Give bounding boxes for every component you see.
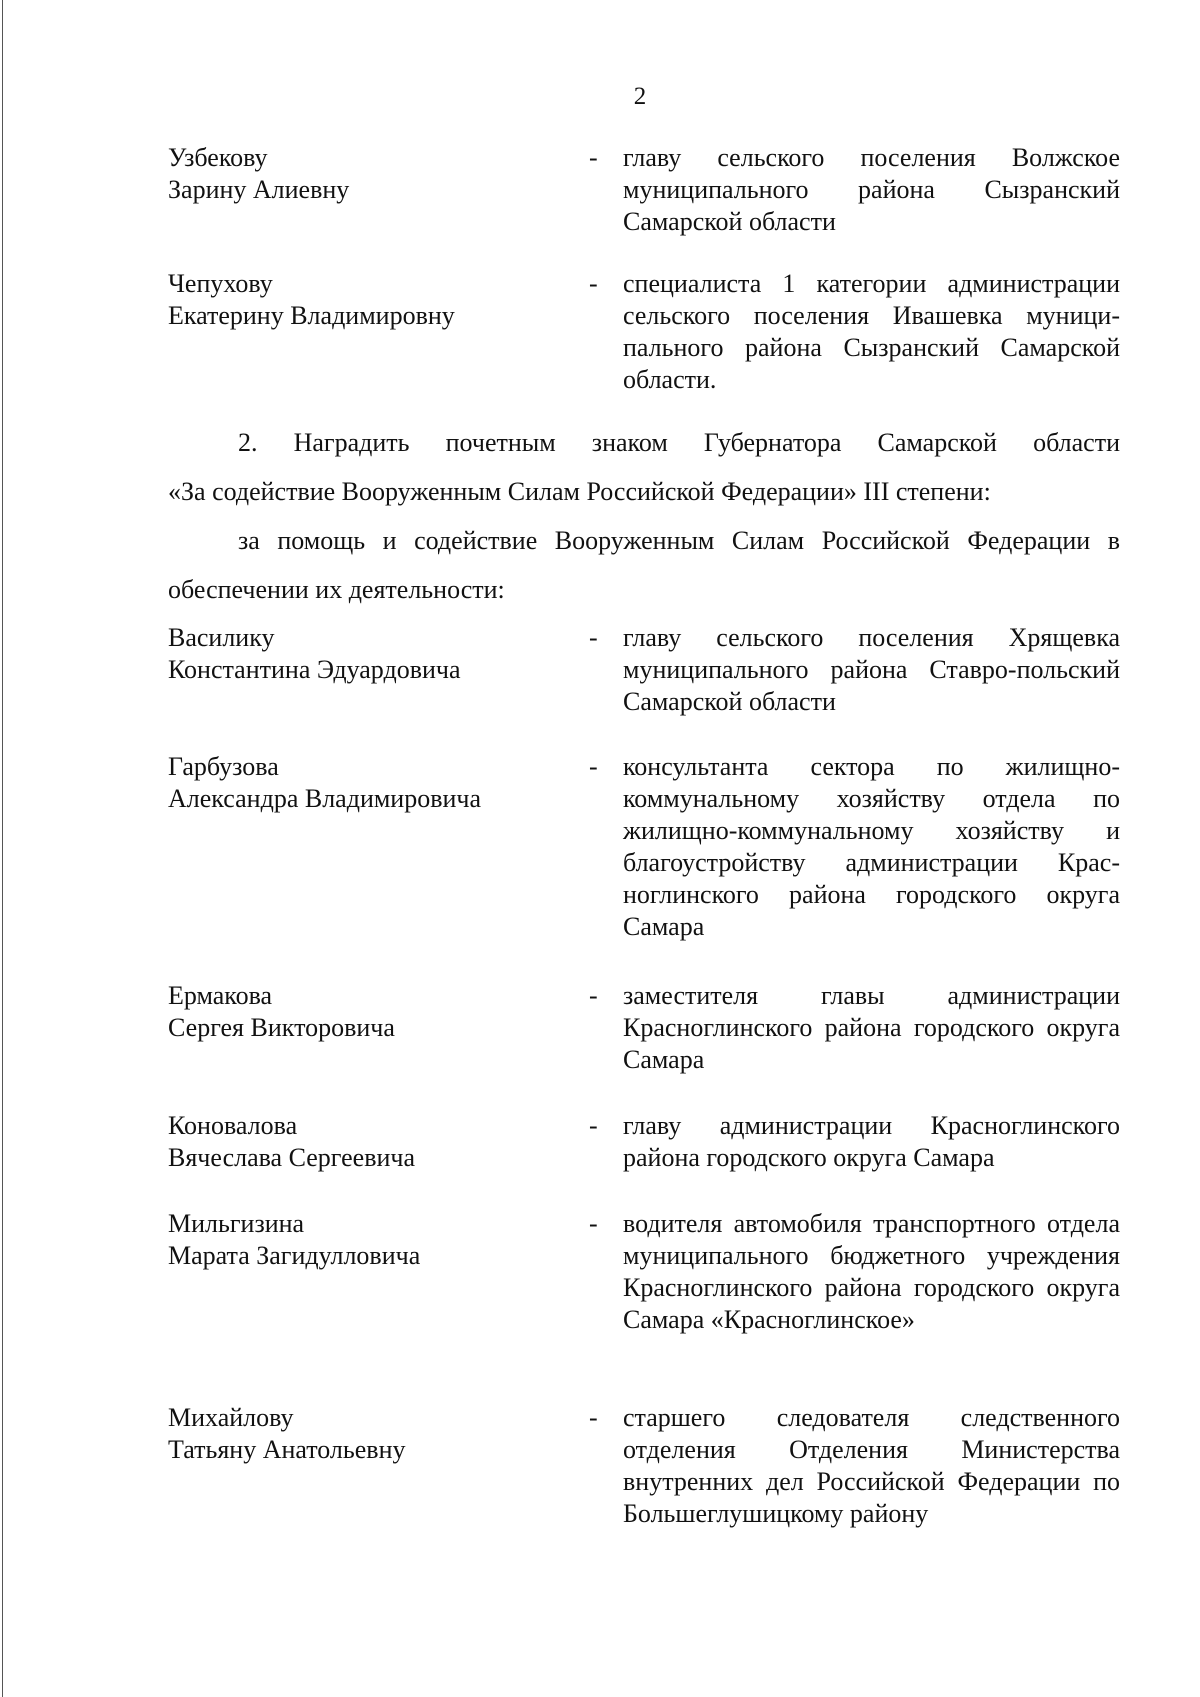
recipient-name (168, 751, 568, 815)
recipient-surname: Чепухову (168, 269, 273, 298)
section-2-reason-continued: обеспечении их деятельности: (168, 575, 505, 604)
recipient-name (168, 268, 568, 332)
recipient-given-names: Марата Загидулловича (168, 1241, 421, 1270)
recipient-position: заместителя главы администрации Красноглинского района городского округа Самара (623, 981, 1120, 1074)
recipient-name (168, 980, 568, 1044)
recipient-position: главу администрации Красноглинского района городского округа Самара (623, 1111, 1120, 1172)
section-2-heading: 2. Наградить почетным знаком Губернатора Самарской области (238, 428, 1120, 457)
recipient-surname: Узбекову (168, 143, 268, 172)
recipient-given-names: Константина Эдуардовича (168, 655, 461, 684)
recipient-surname: Михайлову (168, 1403, 294, 1432)
recipient-given-names: Екатерину Владимировну (168, 301, 455, 330)
separator-dash: - (589, 1209, 598, 1238)
recipient-name (168, 622, 568, 686)
recipient-given-names: Сергея Викторовича (168, 1013, 395, 1042)
recipient-given-names: Зарину Алиевну (168, 175, 350, 204)
recipient-given-names: Татьяну Анатольевну (168, 1435, 406, 1464)
recipient-name (168, 142, 568, 206)
recipient-surname: Мильгизина (168, 1209, 305, 1238)
recipient-position: старшего следователя следственного отделения Отделения Министерства внутренних дел Российской Федерации по Большеглушицкому району (623, 1403, 1120, 1528)
separator-dash: - (589, 1111, 598, 1140)
separator-dash: - (589, 981, 598, 1010)
recipient-position: главу сельского поселения Волжское муниципального района Сызранский Самарской области (623, 143, 1120, 236)
page-number: 2 (633, 83, 647, 110)
separator-dash: - (589, 143, 598, 172)
recipient-surname: Гарбузова (168, 752, 279, 781)
recipient-position: консультанта сектора по жилищно-коммунальному хозяйству отдела по жилищно-коммунальному хозяйству и благоустройству администрации Крас-ноглинского района городского округа Самара (623, 752, 1120, 941)
separator-dash: - (589, 752, 598, 781)
recipient-surname: Ермакова (168, 981, 273, 1010)
recipient-given-names: Вячеслава Сергеевича (168, 1143, 415, 1172)
recipient-position: главу сельского поселения Хрящевка муниципального района Ставро-польский Самарской области (623, 623, 1120, 716)
recipient-given-names: Александра Владимировича (168, 784, 482, 813)
separator-dash: - (589, 1403, 598, 1432)
recipient-position: специалиста 1 категории администрации сельского поселения Ивашевка муници-пального района Сызранский Самарской области. (623, 269, 1120, 394)
separator-dash: - (589, 623, 598, 652)
section-2-award-name: «За содействие Вооруженным Силам Российской Федерации» III степени: (168, 477, 991, 506)
separator-dash: - (589, 269, 598, 298)
recipient-name (168, 1402, 568, 1466)
recipient-surname: Коновалова (168, 1111, 298, 1140)
page-left-edge (2, 0, 3, 1697)
recipient-name (168, 1110, 568, 1174)
recipient-position: водителя автомобиля транспортного отдела муниципального бюджетного учреждения Красноглинского района городского округа Самара «Красноглинское» (623, 1209, 1120, 1334)
section-2-reason: за помощь и содействие Вооруженным Силам Российской Федерации в (238, 526, 1120, 555)
recipient-name (168, 1208, 568, 1272)
recipient-surname: Василику (168, 623, 275, 652)
